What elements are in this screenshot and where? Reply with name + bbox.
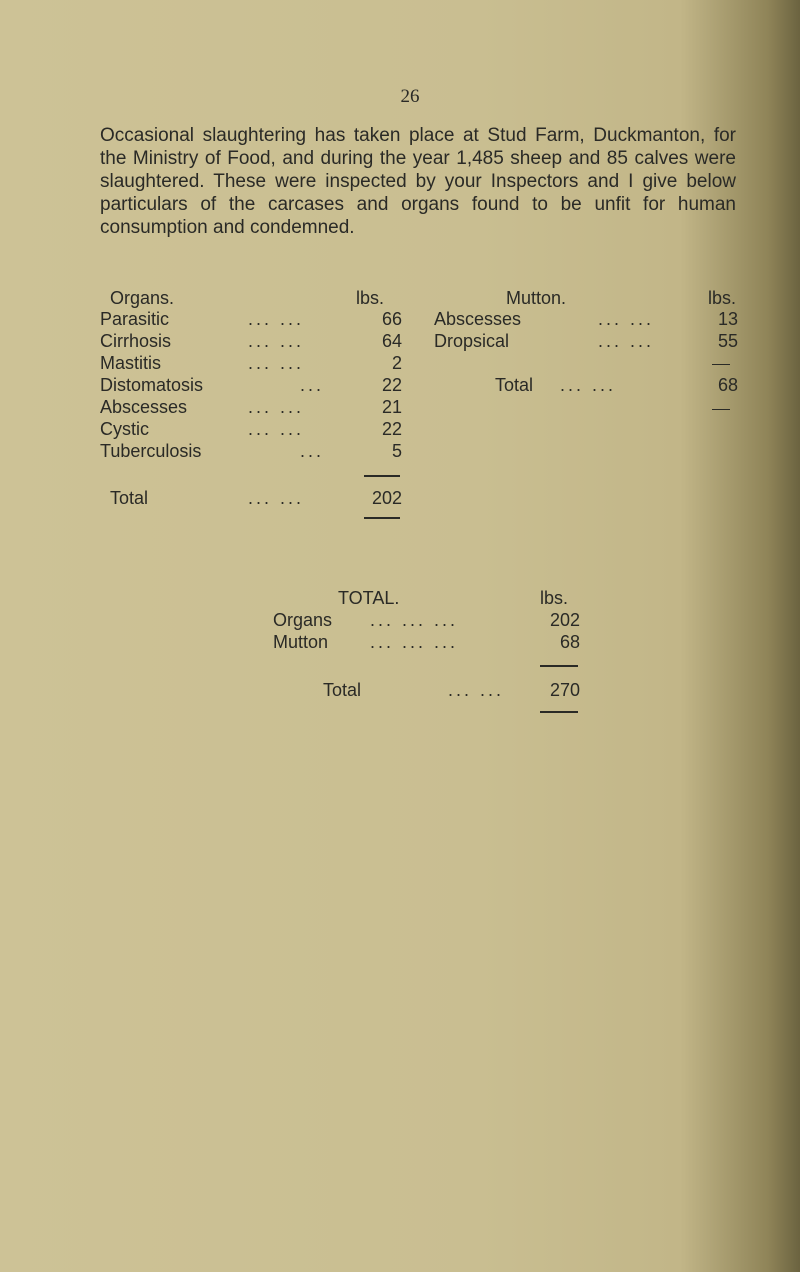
- row-label: Mastitis: [100, 353, 162, 373]
- row-dots: ...: [300, 375, 325, 395]
- row-label: Abscesses: [100, 397, 188, 417]
- summary-heading: TOTAL.: [338, 588, 400, 608]
- summary-unit: lbs.: [540, 588, 569, 608]
- mutton-heading: Mutton.: [506, 288, 567, 308]
- row-label: Organs: [273, 610, 333, 630]
- row-value: 13: [717, 309, 738, 329]
- mutton-subtotal-dash: [712, 364, 730, 365]
- organs-total-rule: [364, 517, 400, 519]
- row-label: Cystic: [100, 419, 149, 439]
- row-label: Tuberculosis: [100, 441, 202, 461]
- mutton-total-dots: ... ...: [560, 375, 617, 395]
- row-dots: ... ...: [248, 331, 305, 351]
- row-dots: ... ...: [248, 353, 305, 373]
- row-value: 68: [559, 632, 580, 652]
- mutton-total-dash: [712, 409, 730, 410]
- row-value: 64: [381, 331, 402, 351]
- row-value: 202: [549, 610, 580, 630]
- organs-total-value: 202: [371, 488, 402, 508]
- organs-heading: Organs.: [110, 288, 175, 308]
- row-label: Distomatosis: [100, 375, 204, 395]
- row-label: Dropsical: [434, 331, 510, 351]
- row-label: Cirrhosis: [100, 331, 172, 351]
- row-dots: ... ...: [248, 397, 305, 417]
- mutton-total-label: Total: [495, 375, 534, 395]
- summary-total-rule: [540, 711, 578, 713]
- page-number: 26: [400, 86, 420, 107]
- row-label: Parasitic: [100, 309, 170, 329]
- summary-total-dots: ... ...: [448, 680, 505, 700]
- row-dots: ... ... ...: [370, 632, 459, 652]
- summary-subtotal-rule: [540, 665, 578, 667]
- summary-total-label: Total: [323, 680, 362, 700]
- row-dots: ... ...: [598, 309, 655, 329]
- row-label: Mutton: [273, 632, 329, 652]
- mutton-total-value: 68: [717, 375, 738, 395]
- row-dots: ... ...: [248, 419, 305, 439]
- organs-total-label: Total: [110, 488, 149, 508]
- row-value: 21: [381, 397, 402, 417]
- row-value: 2: [391, 353, 402, 373]
- row-dots: ... ... ...: [370, 610, 459, 630]
- mutton-unit: lbs.: [708, 288, 737, 308]
- row-label: Abscesses: [434, 309, 522, 329]
- organs-total-dots: ... ...: [248, 488, 305, 508]
- summary-total-value: 270: [549, 680, 580, 700]
- row-dots: ... ...: [598, 331, 655, 351]
- intro-paragraph: Occasional slaughtering has taken place at Stud Farm, Duckmanton, for the Ministry of Food, and during the year 1,485 sheep and 85 calves were slaughtered. These were inspected by your Inspectors and I give below particulars of the carcases and organs found to be unfit for human consumption and condemned.: [100, 125, 736, 238]
- organs-unit: lbs.: [356, 288, 385, 308]
- row-dots: ...: [300, 441, 325, 461]
- organs-subtotal-rule: [364, 475, 400, 477]
- row-value: 5: [391, 441, 402, 461]
- row-value: 22: [381, 419, 402, 439]
- row-value: 66: [381, 309, 402, 329]
- row-value: 55: [717, 331, 738, 351]
- row-dots: ... ...: [248, 309, 305, 329]
- row-value: 22: [381, 375, 402, 395]
